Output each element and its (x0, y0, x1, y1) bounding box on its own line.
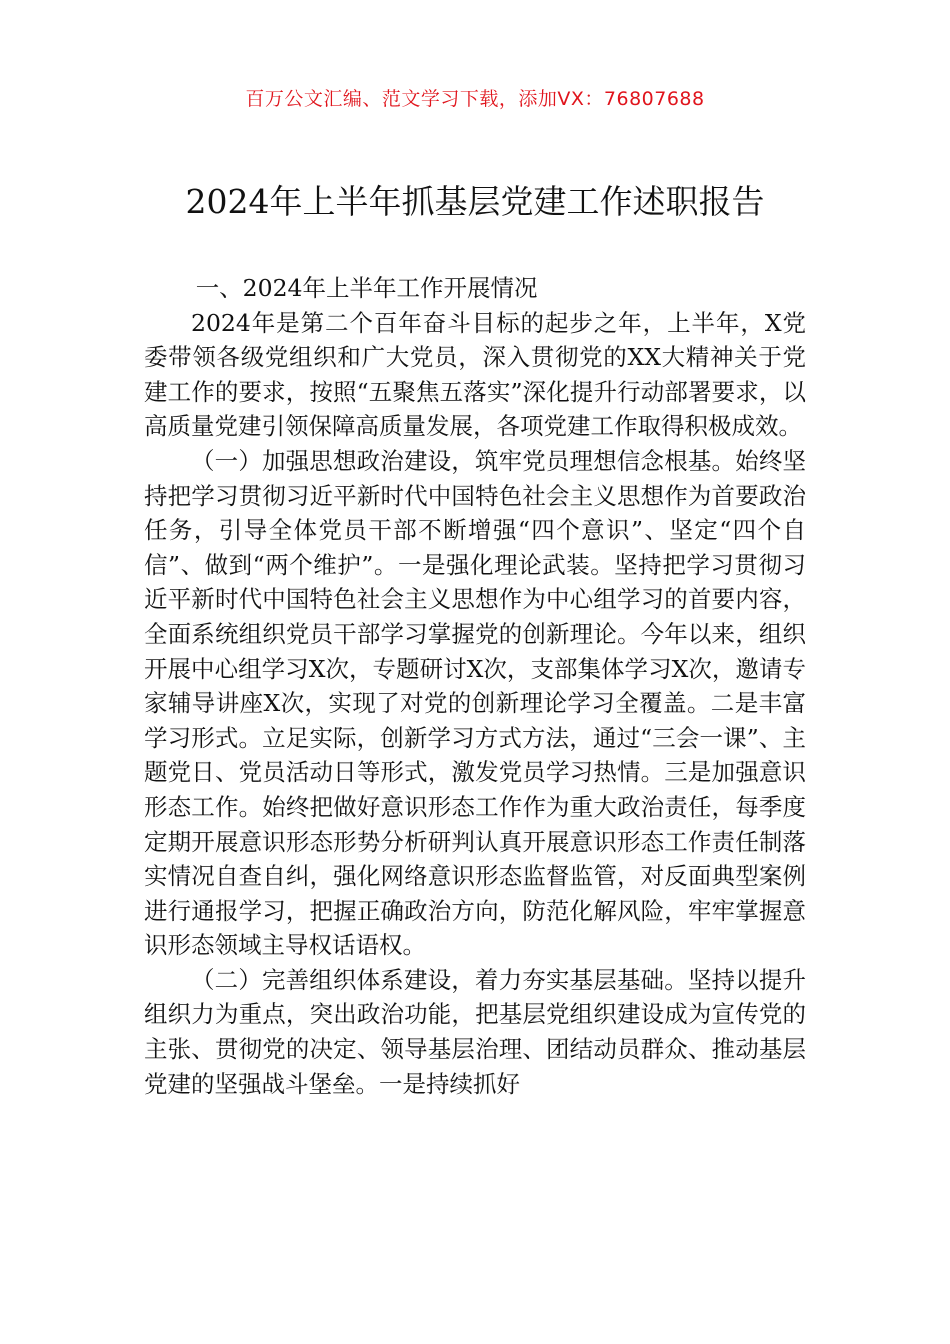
header-note: 百万公文汇编、范文学习下载，添加VX：76807688 (245, 88, 705, 110)
document-body (144, 271, 806, 1101)
paragraph: （一）加强思想政治建设，筑牢党员理想信念根基。始终坚持把学习贯彻习近平新时代中国特色社会主义思想作为首要政治任务，引导全体党员干部不断增强“四个意识”、坚定“四个自信”、做到“两个维护”。一是强化理论武装。坚持把学习贯彻习近平新时代中国特色社会主义思想作为中心组学习的首要内容，全面系统组织党员干部学习掌握党的创新理论。今年以来，组织开展中心组学习X次，专题研讨X次，支部集体学习X次，邀请专家辅导讲座X次，实现了对党的创新理论学习全覆盖。二是丰富学习形式。立足实际，创新学习方式方法，通过“三会一课”、主题党日、党员活动日等形式，激发党员学习热情。三是加强意识形态工作。始终把做好意识形态工作作为重大政治责任，每季度定期开展意识形态形势分析研判认真开展意识形态工作责任制落实情况自查自纠，强化网络意识形态监督监管，对反面典型案例进行通报学习，把握正确政治方向，防范化解风险，牢牢掌握意识形态领域主导权话语权。 (144, 446, 806, 960)
paragraph: 2024年是第二个百年奋斗目标的起步之年，上半年，X党委带领各级党组织和广大党员，深入贯彻党的XX大精神关于党建工作的要求，按照“五聚焦五落实”深化提升行动部署要求，以高质量党建引领保障高质量发展，各项党建工作取得积极成效。 (144, 308, 806, 441)
section-heading: 一、2024年上半年工作开展情况 (195, 274, 538, 302)
document-title: 2024年上半年抓基层党建工作述职报告 (185, 182, 765, 221)
paragraph: （二）完善组织体系建设，着力夯实基层基础。坚持以提升组织力为重点，突出政治功能，把基层党组织建设成为宣传党的主张、贯彻党的决定、领导基层治理、团结动员群众、推动基层党建的坚强战斗堡垒。一是持续抓好 (144, 965, 806, 1098)
